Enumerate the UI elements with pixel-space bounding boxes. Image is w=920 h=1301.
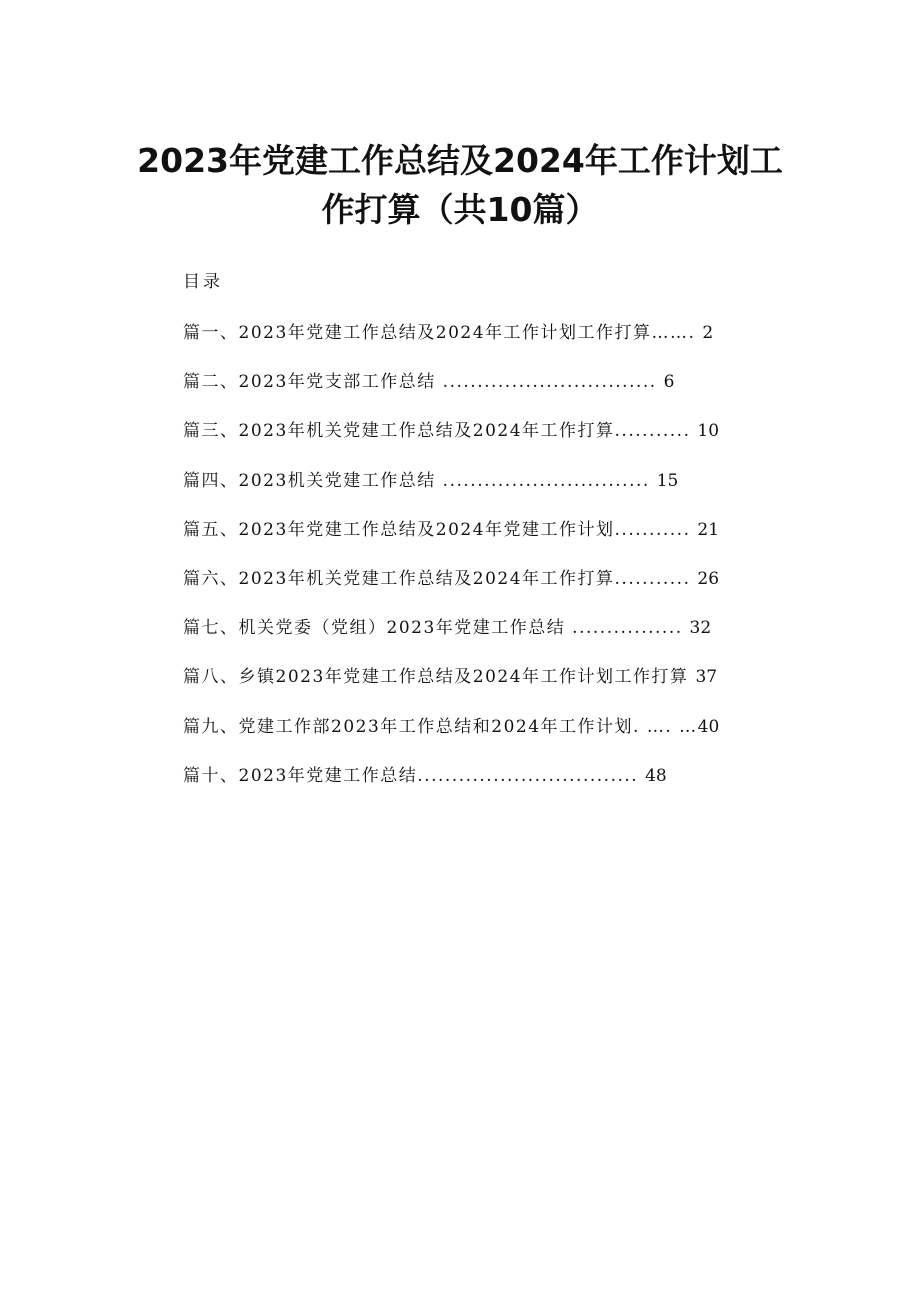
toc-entry-label: 篇二、2023年党支部工作总结 <box>183 372 436 393</box>
toc-entry-page: 15 <box>656 470 679 491</box>
toc-entry-9[interactable] <box>183 712 783 761</box>
toc-entry-4[interactable] <box>183 466 783 515</box>
toc-entry-label: 篇八、乡镇2023年党建工作总结及2024年工作计划工作打算 <box>183 667 689 688</box>
toc-entry-3[interactable] <box>183 416 783 465</box>
toc-entry-page: 32 <box>689 618 712 639</box>
toc-entry-leader: ........... <box>614 519 698 540</box>
toc-entry-page: 26 <box>697 568 720 589</box>
toc-entry-leader: ........... <box>614 568 698 589</box>
toc-entry-leader: ................ <box>565 618 690 639</box>
toc-entry-leader: .............................. <box>435 470 657 491</box>
toc-entry-label: 篇一、2023年党建工作总结及2024年工作计划工作打算 <box>183 323 652 343</box>
toc-entry-leader: ……. <box>651 323 703 343</box>
toc-entry-page: 10 <box>697 421 720 442</box>
toc-entry-2[interactable] <box>183 367 783 416</box>
toc-entry-label: 篇三、2023年机关党建工作总结及2024年工作打算 <box>183 421 615 442</box>
toc-entry-page: 40 <box>697 716 720 737</box>
toc-entry-1[interactable] <box>183 318 783 367</box>
toc-entry-leader: ............................... <box>435 372 664 393</box>
toc-entry-label: 篇十、2023年党建工作总结 <box>183 765 418 786</box>
toc-entry-label: 篇四、2023机关党建工作总结 <box>183 470 436 491</box>
toc-entry-8[interactable] <box>183 662 783 711</box>
toc-entry-leader: ................................ <box>417 765 646 786</box>
toc-entry-leader: ........... <box>614 421 698 442</box>
toc-entry-7[interactable] <box>183 613 783 662</box>
toc-entry-leader: . …. … <box>633 716 698 737</box>
toc-entry-page: 2 <box>702 323 714 343</box>
document-title-line-2: 作打算（共10篇） <box>321 190 599 229</box>
toc-entry-6[interactable] <box>183 564 783 613</box>
table-of-contents <box>183 318 783 810</box>
toc-entry-label: 篇五、2023年党建工作总结及2024年党建工作计划 <box>183 519 615 540</box>
toc-entry-page: 6 <box>663 372 675 393</box>
document-title-line-1: 2023年党建工作总结及2024年工作计划工 <box>137 141 783 180</box>
toc-heading: 目录 <box>183 272 223 292</box>
toc-entry-5[interactable] <box>183 515 783 564</box>
toc-entry-label: 篇六、2023年机关党建工作总结及2024年工作打算 <box>183 568 615 589</box>
toc-entry-page: 48 <box>645 765 667 786</box>
toc-entry-10[interactable] <box>183 761 783 810</box>
toc-entry-label: 篇七、机关党委（党组）2023年党建工作总结 <box>183 618 566 639</box>
toc-entry-page: 21 <box>697 519 720 540</box>
toc-entry-label: 篇九、党建工作部2023年工作总结和2024年工作计划 <box>183 716 634 737</box>
toc-entry-page: 37 <box>695 667 718 688</box>
